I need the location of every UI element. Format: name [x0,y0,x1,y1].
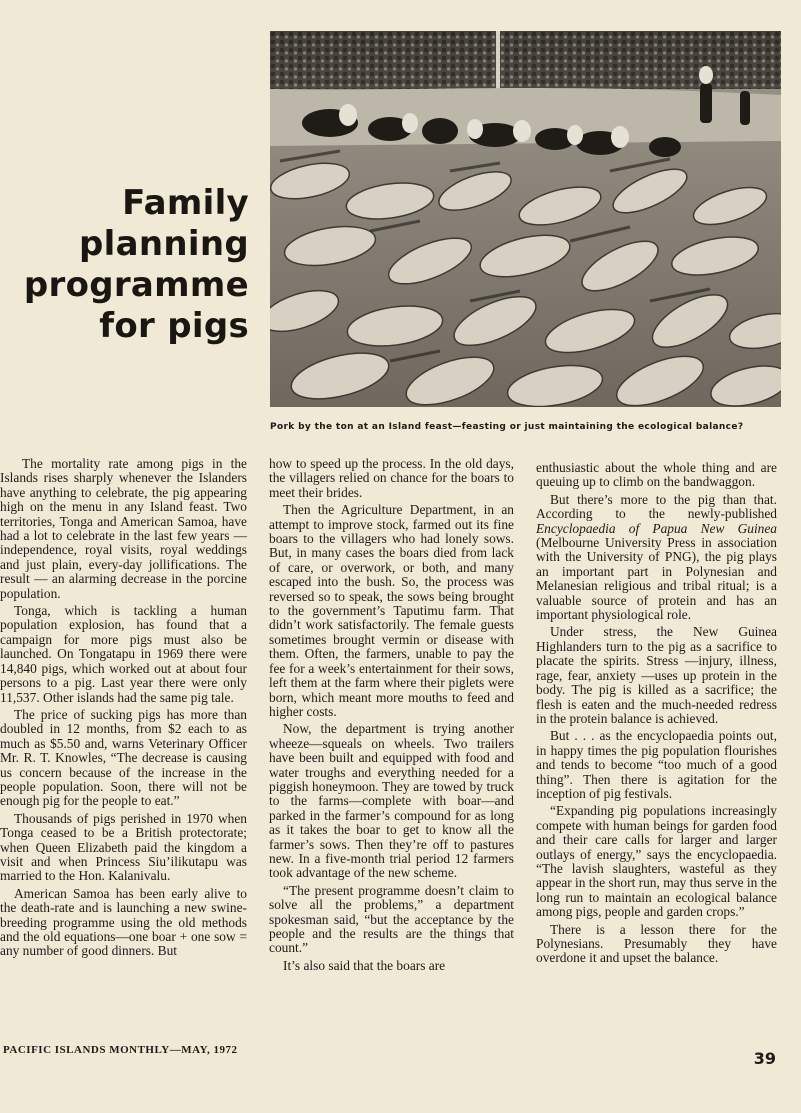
paragraph: Tonga, which is tackling a human population explosion, has found that a campaign for more pigs must also be launched. On Tongatapu in 1969 there were 14,840 pigs, which worked out at about four persons to a pig. Last year there were only 11,537. Other islands had the same pig tale. [0,603,247,705]
paragraph: “Expanding pig populations increasingly compete with human beings for garden food and their care calls for larger and larger outlays of energy,” says the encyclopaedia. “The lavish slaughters, wasteful as they appear in the short run, may thus serve in the long run to maintain an ecological balance among pigs, people and garden crops.” [536,803,777,920]
headline-line-3: programme [23,265,249,305]
paragraph-text: But there’s more to the pig than that. According to the newly-published [536,491,777,522]
paragraph: American Samoa has been early alive to the death-rate and is launching a new swine-breeding programme using the old methods and the old equations—one boar + one sow = any number of good dinners. But [0,885,247,959]
publication-footer: PACIFIC ISLANDS MONTHLY—MAY, 1972 [3,1044,238,1056]
paragraph: Now, the department is trying another wheeze—squeals on wheels. Two trailers have been built and equipped with food and water troughs and everything needed for a piggish honeymoon. They are towed by truck to the farms—complete with boar—and parked in the farmer’s compound for as long as it takes the boar to get to know all the farmer’s sows. Then they’re off to pastures new. In a five-month trial period 12 farmers took advantage of the new scheme. [269,721,514,881]
article-column-1 [0,457,247,962]
paragraph: But . . . as the encyclopaedia points out, in happy times the pig population flourishes and tends to become “too much of a good thing”. Then there is agitation for the inception of pig festivals. [536,728,777,801]
article-headline [9,183,249,347]
page-number: 39 [753,1049,776,1068]
paragraph: Under stress, the New Guinea Highlanders turn to the pig as a sacrifice to placate the spirits. Stress —injury, illness, rage, fear, anxiety —uses up protein in the body. The pig is killed as a sacrifice; the flesh is eaten and the much-needed redress in the protein balance is achieved. [536,624,777,726]
feast-photo [270,31,781,407]
paragraph [536,493,777,623]
headline-line-2: planning [79,224,249,264]
headline-line-1: Family [122,183,249,223]
paragraph: Then the Agriculture Department, in an attempt to improve stock, farmed out its fine boars to the villagers who had lonely sows. But, in many cases the boars died from lack of care, or overwork, or both, and many escaped into the bush. So, the process was reversed so to speak, the sows being brought to the government’s Taputimu farm. That didn’t work satisfactorily. The female guests sometimes brought vermin or disease with them. Often, the farmers, unable to pay the fee for a week’s entertainment for their sows, left them at the farm where their piglets were born, which meant more mouths to feed and higher costs. [269,502,514,719]
paragraph: There is a lesson there for the Polynesians. Presumably they have overdone it and upset the balance. [536,921,777,966]
paragraph-text: (Melbourne University Press in association with the University of PNG), the pig plays an important part in Polynesian and Melanesian religious and tribal ritual; is a valuable source of protein and has an important physiological role. [536,535,777,623]
article-column-3 [536,461,777,969]
paragraph: Thousands of pigs perished in 1970 when Tonga ceased to be a British protectorate; when Queen Elizabeth paid the kingdom a visit and when Princess Siu’ilikutapu was married to the Hon. Kalanivalu. [0,810,247,884]
paragraph: enthusiastic about the whole thing and are queuing up to climb on the bandwaggon. [536,460,777,490]
book-title: Encyclopaedia of Papua New Guinea [536,520,777,536]
headline-line-4: for pigs [99,306,249,346]
paragraph: The price of sucking pigs has more than doubled in 12 months, from $2 each to as much as $5.50 and, warns Veterinary Officer Mr. R. T. Knowles, “The decrease is causing us concern because of the increase in the people population. Soon, there will not be enough pig for the people to eat.” [0,706,247,809]
photo-caption: Pork by the ton at an Island feast—feasting or just maintaining the ecological balance? [270,422,744,432]
paragraph: It’s also said that the boars are [283,957,446,973]
paragraph: “The present programme doesn’t claim to solve all the problems,” a department spokesman said, “but the acceptance by the people and the results are the things that count.” [269,882,514,956]
paragraph: how to speed up the process. In the old days, the villagers relied on chance for the boars to meet their brides. [269,456,514,500]
feast-photo-image [270,31,781,407]
paragraph: The mortality rate among pigs in the Islands rises sharply whenever the Islanders have anything to celebrate, the pig appearing high on the menu in any Island feast. Two territories, Tonga and American Samoa, have had a lot to celebrate in the last few years — independence, royal visits, royal weddings and just plain, every-day jollifications. The result — an alarming decrease in the porcine population. [0,456,247,601]
article-column-2 [269,457,514,976]
